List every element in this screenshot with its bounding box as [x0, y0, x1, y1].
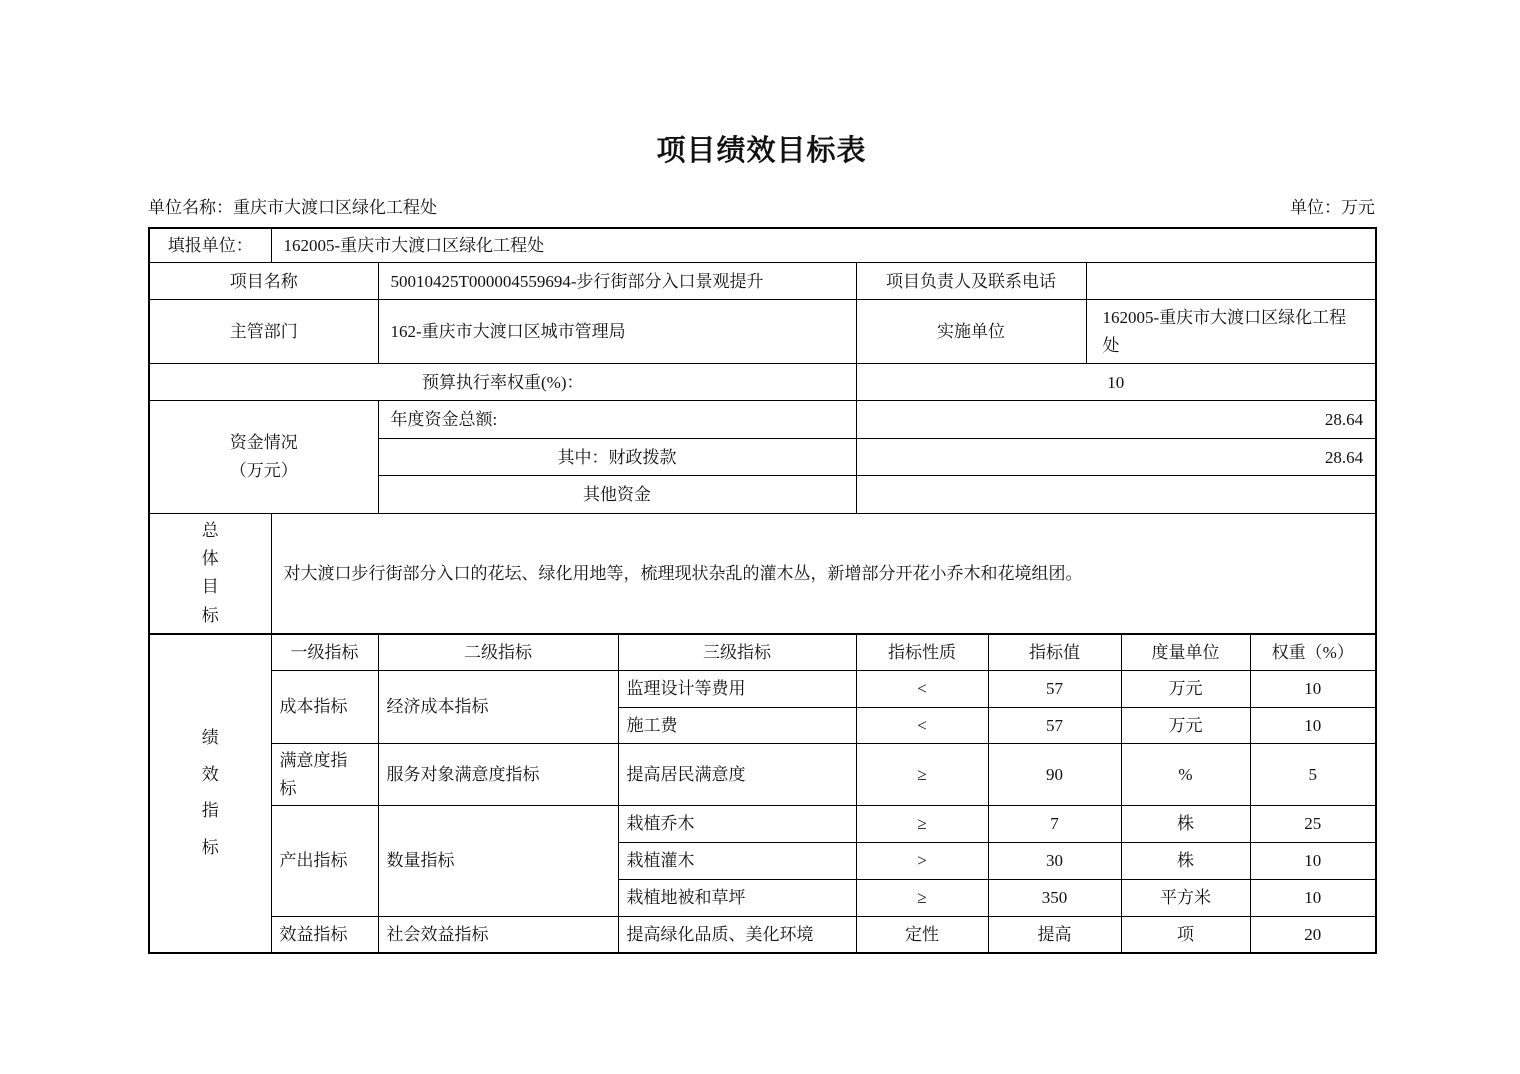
indicator-l3-cell: 施工费: [618, 708, 856, 744]
project-name-label-cell: 项目名称: [149, 263, 378, 300]
meta-row: [148, 193, 1375, 218]
indicator-row: [149, 744, 1376, 806]
indicator-row: [149, 671, 1376, 708]
dept-value-cell: 162-重庆市大渡口区城市管理局: [378, 300, 856, 364]
filler-unit-label-cell: 填报单位：: [149, 228, 271, 263]
indicator-unit-cell: 万元: [1121, 671, 1250, 708]
overall-goal-label-text: 总体目标: [201, 521, 219, 625]
other-funds-label-cell: 其他资金: [378, 476, 856, 514]
indicator-weight-cell: 10: [1250, 671, 1376, 708]
indicator-unit-cell: 万元: [1121, 708, 1250, 744]
indicator-unit-cell: 平方米: [1121, 880, 1250, 917]
indicator-weight-cell: 10: [1250, 880, 1376, 917]
budget-rate-value-cell: 10: [856, 364, 1376, 401]
indicator-l2-cell: 经济成本指标: [378, 671, 618, 744]
indicator-weight-cell: 25: [1250, 806, 1376, 843]
unit-name-text: 单位名称：重庆市大渡口区绿化工程处: [148, 197, 437, 217]
indicator-value-cell: 57: [988, 671, 1121, 708]
project-name-value-cell: 50010425T000004559694-步行街部分入口景观提升: [378, 263, 856, 300]
indicator-row: [149, 917, 1376, 953]
project-leader-label-cell: 项目负责人及联系电话: [856, 263, 1086, 300]
project-info-table: [148, 227, 1377, 635]
indicator-unit-cell: %: [1121, 744, 1250, 806]
header-level3-indicator: 三级指标: [618, 634, 856, 671]
document-content: [148, 0, 1375, 954]
overall-goal-text-cell: 对大渡口步行街部分入口的花坛、绿化用地等，梳理现状杂乱的灌木丛，新增部分开花小乔木和花境组团。: [271, 514, 1376, 634]
funds-section-label-cell: [149, 401, 378, 514]
project-leader-value-cell: [1086, 263, 1376, 300]
funds-label-line1: 资金情况: [229, 432, 298, 452]
indicator-value-cell: 350: [988, 880, 1121, 917]
dept-label-cell: 主管部门: [149, 300, 378, 364]
indicator-weight-cell: 10: [1250, 843, 1376, 880]
annual-total-value-cell: 28.64: [856, 401, 1376, 439]
indicator-value-cell: 30: [988, 843, 1121, 880]
header-indicator-nature: 指标性质: [856, 634, 988, 671]
fiscal-allocation-label-cell: 其中：财政拨款: [378, 439, 856, 476]
indicator-row: [149, 806, 1376, 843]
indicator-unit-cell: 株: [1121, 843, 1250, 880]
indicator-l1-cell: 满意度指标: [271, 744, 378, 806]
indicator-l2-cell: 服务对象满意度指标: [378, 744, 618, 806]
header-level1-indicator: 一级指标: [271, 634, 378, 671]
performance-side-label-cell: [149, 634, 271, 953]
indicator-nature-cell: ≥: [856, 744, 988, 806]
indicator-nature-cell: ≥: [856, 880, 988, 917]
indicator-value-cell: 57: [988, 708, 1121, 744]
filler-unit-value-cell: 162005-重庆市大渡口区绿化工程处: [271, 228, 1376, 263]
overall-goal-label-cell: [149, 514, 271, 634]
indicator-l1-cell: 产出指标: [271, 806, 378, 917]
currency-unit-text: 单位：万元: [1290, 197, 1375, 217]
performance-side-label-text: 绩效指标: [201, 728, 219, 857]
indicator-weight-cell: 10: [1250, 708, 1376, 744]
indicator-l2-cell: 社会效益指标: [378, 917, 618, 953]
indicator-value-cell: 7: [988, 806, 1121, 843]
indicator-nature-cell: ≥: [856, 806, 988, 843]
indicator-l1-cell: 效益指标: [271, 917, 378, 953]
indicator-nature-cell: >: [856, 843, 988, 880]
indicator-weight-cell: 5: [1250, 744, 1376, 806]
indicator-l3-cell: 提高居民满意度: [618, 744, 856, 806]
indicator-unit-cell: 株: [1121, 806, 1250, 843]
header-measure-unit: 度量单位: [1121, 634, 1250, 671]
indicator-nature-cell: 定性: [856, 917, 988, 953]
other-funds-value-cell: [856, 476, 1376, 514]
indicator-l3-cell: 提高绿化品质、美化环境: [618, 917, 856, 953]
indicator-nature-cell: <: [856, 708, 988, 744]
indicator-l1-cell: 成本指标: [271, 671, 378, 744]
impl-unit-value-cell: 162005-重庆市大渡口区绿化工程处: [1086, 300, 1376, 364]
indicator-nature-cell: <: [856, 671, 988, 708]
header-indicator-value: 指标值: [988, 634, 1121, 671]
performance-indicators-table: [148, 633, 1377, 954]
page-title: 项目绩效目标表: [656, 135, 867, 167]
budget-rate-label-cell: 预算执行率权重(%)：: [149, 364, 856, 401]
indicator-l3-cell: 栽植灌木: [618, 843, 856, 880]
impl-unit-label-cell: 实施单位: [856, 300, 1086, 364]
header-weight: 权重（%）: [1250, 634, 1376, 671]
indicator-l3-cell: 监理设计等费用: [618, 671, 856, 708]
indicator-value-cell: 90: [988, 744, 1121, 806]
indicator-l3-cell: 栽植乔木: [618, 806, 856, 843]
indicator-l3-cell: 栽植地被和草坪: [618, 880, 856, 917]
header-level2-indicator: 二级指标: [378, 634, 618, 671]
fiscal-allocation-value-cell: 28.64: [856, 439, 1376, 476]
indicator-weight-cell: 20: [1250, 917, 1376, 953]
annual-total-label-cell: 年度资金总额:: [378, 401, 856, 439]
indicator-value-cell: 提高: [988, 917, 1121, 953]
funds-label-line2: （万元）: [229, 461, 298, 481]
indicator-l2-cell: 数量指标: [378, 806, 618, 917]
indicator-unit-cell: 项: [1121, 917, 1250, 953]
